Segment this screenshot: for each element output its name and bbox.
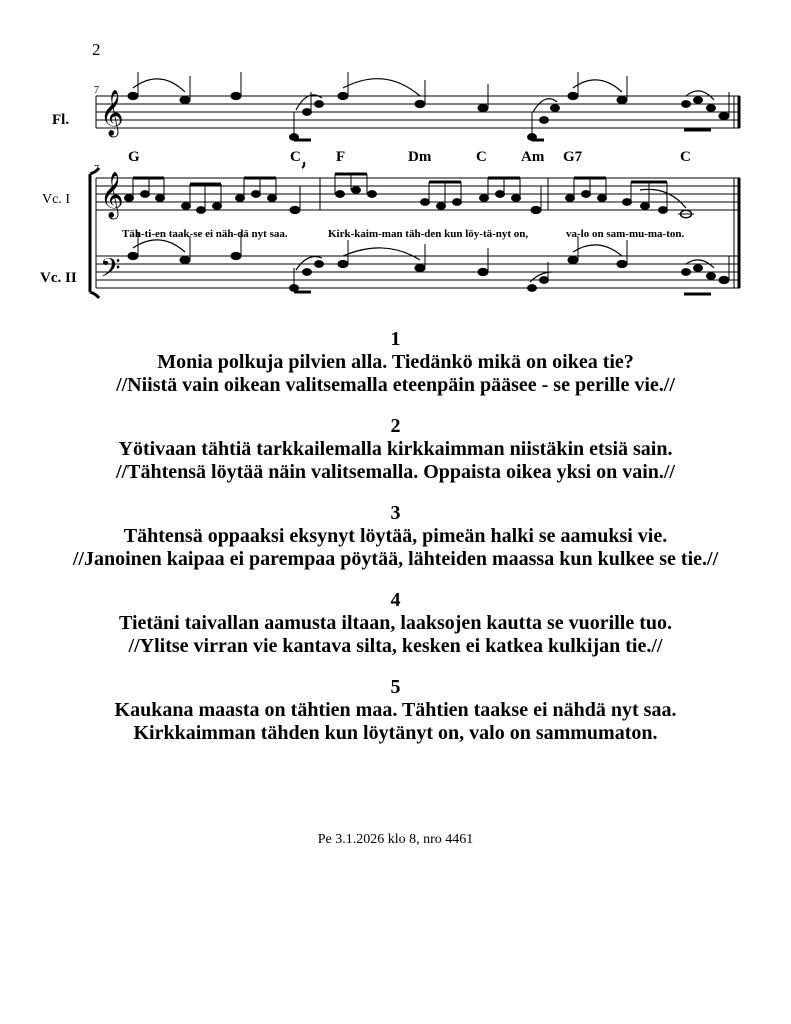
- flute-label: Fl.: [52, 112, 70, 128]
- verse-line: Yötivaan tähtiä tarkkailemalla kirkkaimman niistäkin etsiä sain.: [118, 438, 673, 460]
- verse-line: Kirkkaimman tähden kun löytänyt on, valo on sammumaton.: [133, 722, 658, 744]
- chord-symbol: G7: [563, 149, 583, 165]
- verse-1: [0, 328, 791, 397]
- violin-label: Vc. I: [42, 192, 70, 207]
- music-score: [0, 0, 791, 320]
- treble-clef-icon: 𝄞: [100, 90, 124, 135]
- lyric-line: Täh-ti-en taak-se ei näh-dä nyt saa.: [122, 228, 288, 240]
- cello-notes: [128, 232, 729, 294]
- verse-number: 2: [390, 415, 401, 437]
- verse-line: Monia polkuja pilvien alla. Tiedänkö mikä on oikea tie?: [157, 351, 634, 373]
- verse-line: //Janoinen kaipaa ei parempaa pöytää, lähteiden maassa kun kulkee se tie.//: [72, 548, 719, 570]
- chord-symbol: C: [680, 149, 691, 165]
- verse-number: 3: [390, 502, 401, 524]
- footer-date: Pe 3.1.2026 klo 8, nro 4461: [317, 832, 474, 847]
- verse-number: 1: [390, 328, 401, 350]
- page-number: 2: [92, 40, 101, 59]
- lyric-line: Kirk-kaim-man täh-den kun löy-tä-nyt on,: [328, 228, 529, 240]
- chord-symbol: Dm: [408, 149, 432, 165]
- verse-2: [0, 415, 791, 484]
- treble-clef-icon: 𝄞: [100, 172, 124, 217]
- system-bracket: [90, 168, 99, 298]
- verse-line: Tähtensä oppaaksi eksynyt löytää, pimeän halki se aamuksi vie.: [123, 525, 668, 547]
- flute-measure-number: 7: [94, 85, 99, 96]
- verses: [0, 328, 791, 763]
- cello-label: Vc. II: [40, 270, 77, 286]
- breath-mark-icon: [302, 162, 304, 168]
- violin-measure-number: 7: [94, 164, 99, 175]
- verse-line: //Niistä vain oikean valitsemalla eteenpäin pääsee - se perille vie.//: [116, 374, 675, 396]
- verse-line: Tietäni taivallan aamusta iltaan, laaksojen kautta se vuorille tuo.: [118, 612, 672, 634]
- final-barlines: [734, 96, 739, 288]
- verse-number: 4: [390, 589, 401, 611]
- chord-symbol: G: [128, 149, 140, 165]
- verse-5: [0, 676, 791, 745]
- verse-line: //Tähtensä löytää näin valitsemalla. Oppaista oikea yksi on vain.//: [116, 461, 675, 483]
- verse-4: [0, 589, 791, 658]
- verse-line: //Ylitse virran vie kantava silta, kesken ei katkea kulkijan tie.//: [128, 635, 663, 657]
- chord-symbol: C: [476, 149, 487, 165]
- bass-clef-icon: 𝄢: [100, 253, 121, 289]
- verse-3: [0, 502, 791, 571]
- verse-line: Kaukana maasta on tähtien maa. Tähtien taakse ei nähdä nyt saa.: [114, 699, 677, 721]
- chord-symbol: Am: [521, 149, 545, 165]
- cello-staff: [96, 256, 740, 288]
- verse-number: 5: [390, 676, 401, 698]
- chord-symbol: F: [336, 149, 346, 165]
- violin-notes: [125, 174, 695, 218]
- flute-notes: [128, 72, 729, 140]
- lyric-line: va-lo on sam-mu-ma-ton.: [566, 228, 685, 240]
- chord-symbol: C: [290, 149, 301, 165]
